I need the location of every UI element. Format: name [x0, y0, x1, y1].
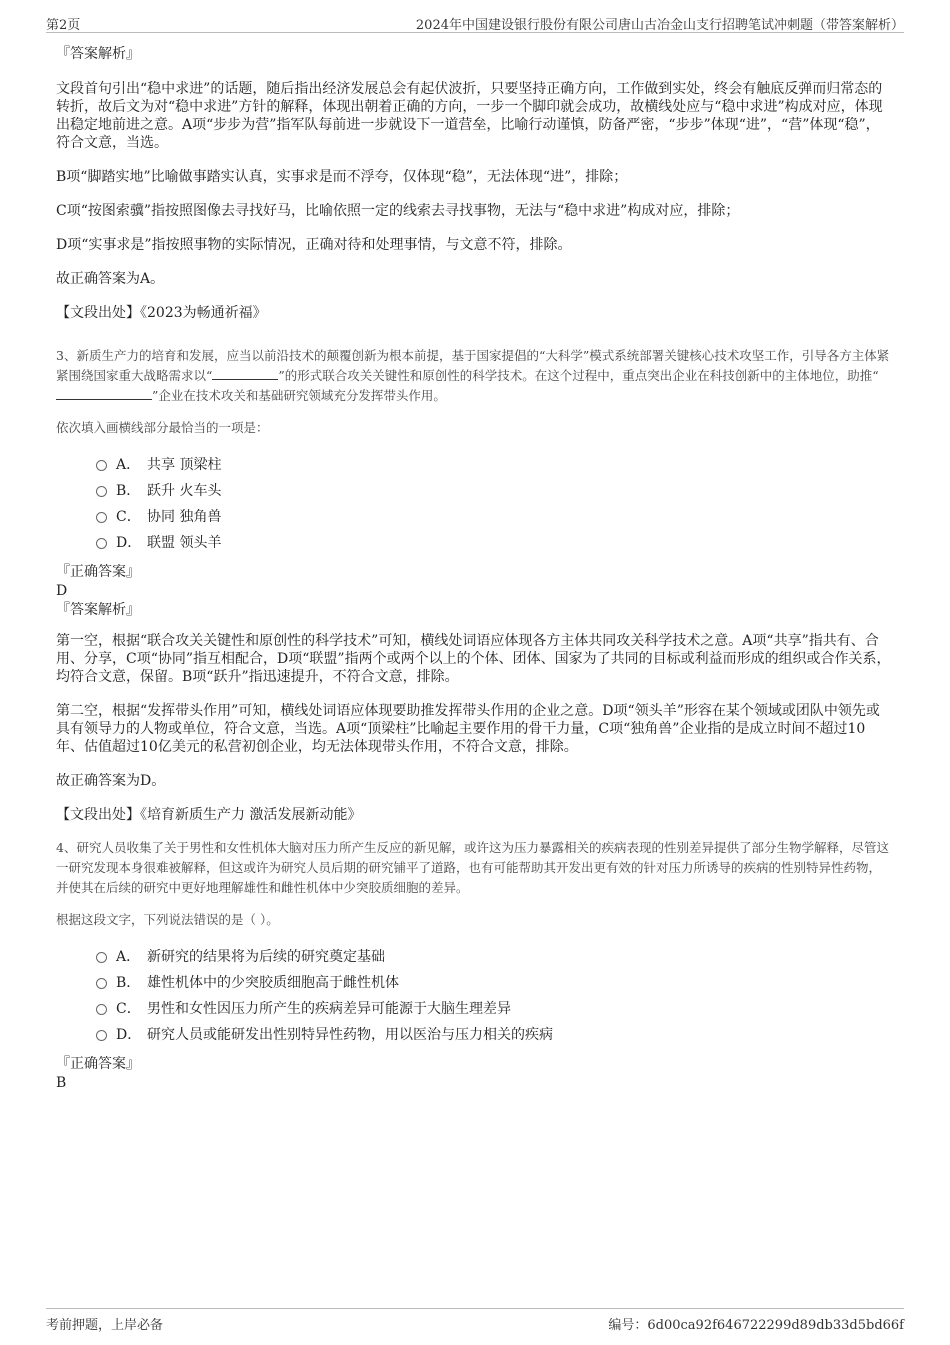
radio-icon[interactable]: [96, 460, 107, 471]
q3-stem-part3: ”企业在技术攻关和基础研究领域充分发挥带头作用。: [152, 388, 446, 403]
q4-answer-label: 『正确答案』: [56, 1056, 140, 1072]
option-letter: C．: [116, 509, 141, 525]
option-letter: A．: [116, 949, 141, 965]
q3-analysis-para-2: 第二空，根据“发挥带头作用”可知，横线处词语应体现要助推发挥带头作用的企业之意。D项“领头羊”形容在某个领域或团队中领先或具有领导力的人物或单位，符合文意，当选。A项“顶梁柱”比喻起主要作用的骨干力量，C项“独角兽”企业指的是成立时间不超过10年、估值超过10亿美元的私营初创企业，均无法体现带头作用，不符合文意，排除。: [56, 703, 880, 755]
option-text: 跃升 火车头: [147, 483, 222, 499]
q4-answer: B: [56, 1075, 67, 1091]
q3-conclusion: 故正确答案为D。: [56, 773, 166, 789]
option-letter: B．: [116, 483, 141, 499]
q3-blank-1: [212, 367, 278, 380]
option-text: 研究人员或能研发出性别特异性药物，用以医治与压力相关的疾病: [147, 1027, 553, 1043]
q3-answer-label: 『正确答案』: [56, 564, 140, 580]
q3-stem: [56, 346, 892, 406]
option-text: 男性和女性因压力所产生的疾病差异可能源于大脑生理差异: [147, 1001, 511, 1017]
q3-analysis-para-1: 第一空，根据“联合攻关关键性和原创性的科学技术”可知，横线处词语应体现各方主体共同攻关科学技术之意。A项“共享”指共有、合用、分享，C项“协同”指互相配合，D项“联盟”指两个或两个以上的个体、团体、国家为了共同的目标或利益而形成的组织或合作关系，均符合文意，保留。B项“跃升”指迅速提升，不符合文意，排除。: [56, 633, 891, 685]
radio-icon[interactable]: [96, 538, 107, 549]
q3-blank-2: [56, 387, 152, 400]
page-header: [46, 12, 904, 33]
q2-analysis-para-4: D项“实事求是”指按照事物的实际情况，正确对待和处理事情，与文意不符，排除。: [56, 237, 572, 253]
q3-option-c[interactable]: [96, 504, 892, 530]
q3-source: 【文段出处】《培育新质生产力 激活发展新动能》: [56, 807, 362, 823]
q3-answer: D: [56, 583, 68, 599]
option-letter: B．: [116, 975, 141, 991]
q4-stem: 4、研究人员收集了关于男性和女性机体大脑对压力所产生反应的新见解，或许这为压力暴露相关的疾病表现的性别差异提供了部分生物学解释，尽管这一研究发现本身很难被解释，但这或许为研究人员后期的研究铺平了道路，也有可能帮助其开发出更有效的针对压力所诱导的疾病的性别特异性药物，并使其在后续的研究中更好地理解雄性和雌性机体中少突胶质细胞的差异。: [56, 840, 889, 895]
q3-stem-part2: ”的形式联合攻关关键性和原创性的科学技术。在这个过程中，重点突出企业在科技创新中的主体地位，助推“: [278, 368, 879, 383]
q3-options: [96, 452, 892, 556]
q3-option-d[interactable]: [96, 530, 892, 556]
q2-conclusion: 故正确答案为A。: [56, 271, 165, 287]
q4-options: [96, 944, 892, 1048]
q3-option-a[interactable]: [96, 452, 892, 478]
q3-analysis-label: 『答案解析』: [56, 602, 140, 618]
option-text: 联盟 领头羊: [147, 535, 222, 551]
q2-analysis-para-1: 文段首句引出“稳中求进”的话题，随后指出经济发展总会有起伏波折，只要坚持正确方向，工作做到实处，终会有触底反弹而归常态的转折，故后文为对“稳中求进”方针的解释，体现出朝着正确的方向，一步一个脚印就会成功，故横线处应与“稳中求进”构成对应，体现出稳定地前进之意。A项“步步为营”指军队每前进一步就设下一道营垒，比喻行动谨慎，防备严密，“步步”体现“进”，“营”体现“稳”，符合文意，当选。: [56, 81, 883, 151]
q4-option-c[interactable]: [96, 996, 892, 1022]
option-letter: D．: [116, 535, 142, 551]
option-text: 雄性机体中的少突胶质细胞高于雌性机体: [147, 975, 399, 991]
radio-icon[interactable]: [96, 512, 107, 523]
q4-option-a[interactable]: [96, 944, 892, 970]
q3-stem-part1: 3、新质生产力的培育和发展，应当以前沿技术的颠覆创新为根本前提，基于国家提倡的“大科学”模式系统部署关键核心技术攻坚工作，引导各方主体紧紧围绕国家重大战略需求以“: [56, 348, 890, 383]
option-text: 协同 独角兽: [147, 509, 222, 525]
document-title: 2024年中国建设银行股份有限公司唐山古冶金山支行招聘笔试冲刺题（带答案解析）: [415, 18, 904, 33]
q2-source: 【文段出处】《2023为畅通祈福》: [56, 305, 267, 321]
q4-prompt: 根据这段文字，下列说法错误的是（ ）。: [56, 912, 279, 927]
q3-option-b[interactable]: [96, 478, 892, 504]
q4-option-b[interactable]: [96, 970, 892, 996]
option-text: 共享 顶梁柱: [147, 457, 222, 473]
q2-analysis-label: 『答案解析』: [56, 46, 140, 62]
radio-icon[interactable]: [96, 952, 107, 963]
option-letter: A．: [116, 457, 141, 473]
radio-icon[interactable]: [96, 978, 107, 989]
radio-icon[interactable]: [96, 1004, 107, 1015]
radio-icon[interactable]: [96, 486, 107, 497]
radio-icon[interactable]: [96, 1030, 107, 1041]
page-number: 第2页: [46, 18, 81, 33]
page-footer: [46, 1308, 904, 1331]
q4-option-d[interactable]: [96, 1022, 892, 1048]
option-letter: D．: [116, 1027, 142, 1043]
document-body: [56, 44, 892, 1092]
footer-slogan: 考前押题，上岸必备: [46, 1318, 164, 1333]
option-letter: C．: [116, 1001, 141, 1017]
q2-analysis-para-3: C项“按图索骥”指按照图像去寻找好马，比喻依照一定的线索去寻找事物，无法与“稳中求进”构成对应，排除；: [56, 203, 740, 219]
document-code: 编号：6d00ca92f646722299d89db33d5bd66f: [608, 1318, 904, 1333]
q2-analysis-para-2: B项“脚踏实地”比喻做事踏实认真，实事求是而不浮夸，仅体现“稳”，无法体现“进”，排除；: [56, 169, 628, 185]
option-text: 新研究的结果将为后续的研究奠定基础: [147, 949, 385, 965]
q3-prompt: 依次填入画横线部分最恰当的一项是：: [56, 420, 269, 435]
